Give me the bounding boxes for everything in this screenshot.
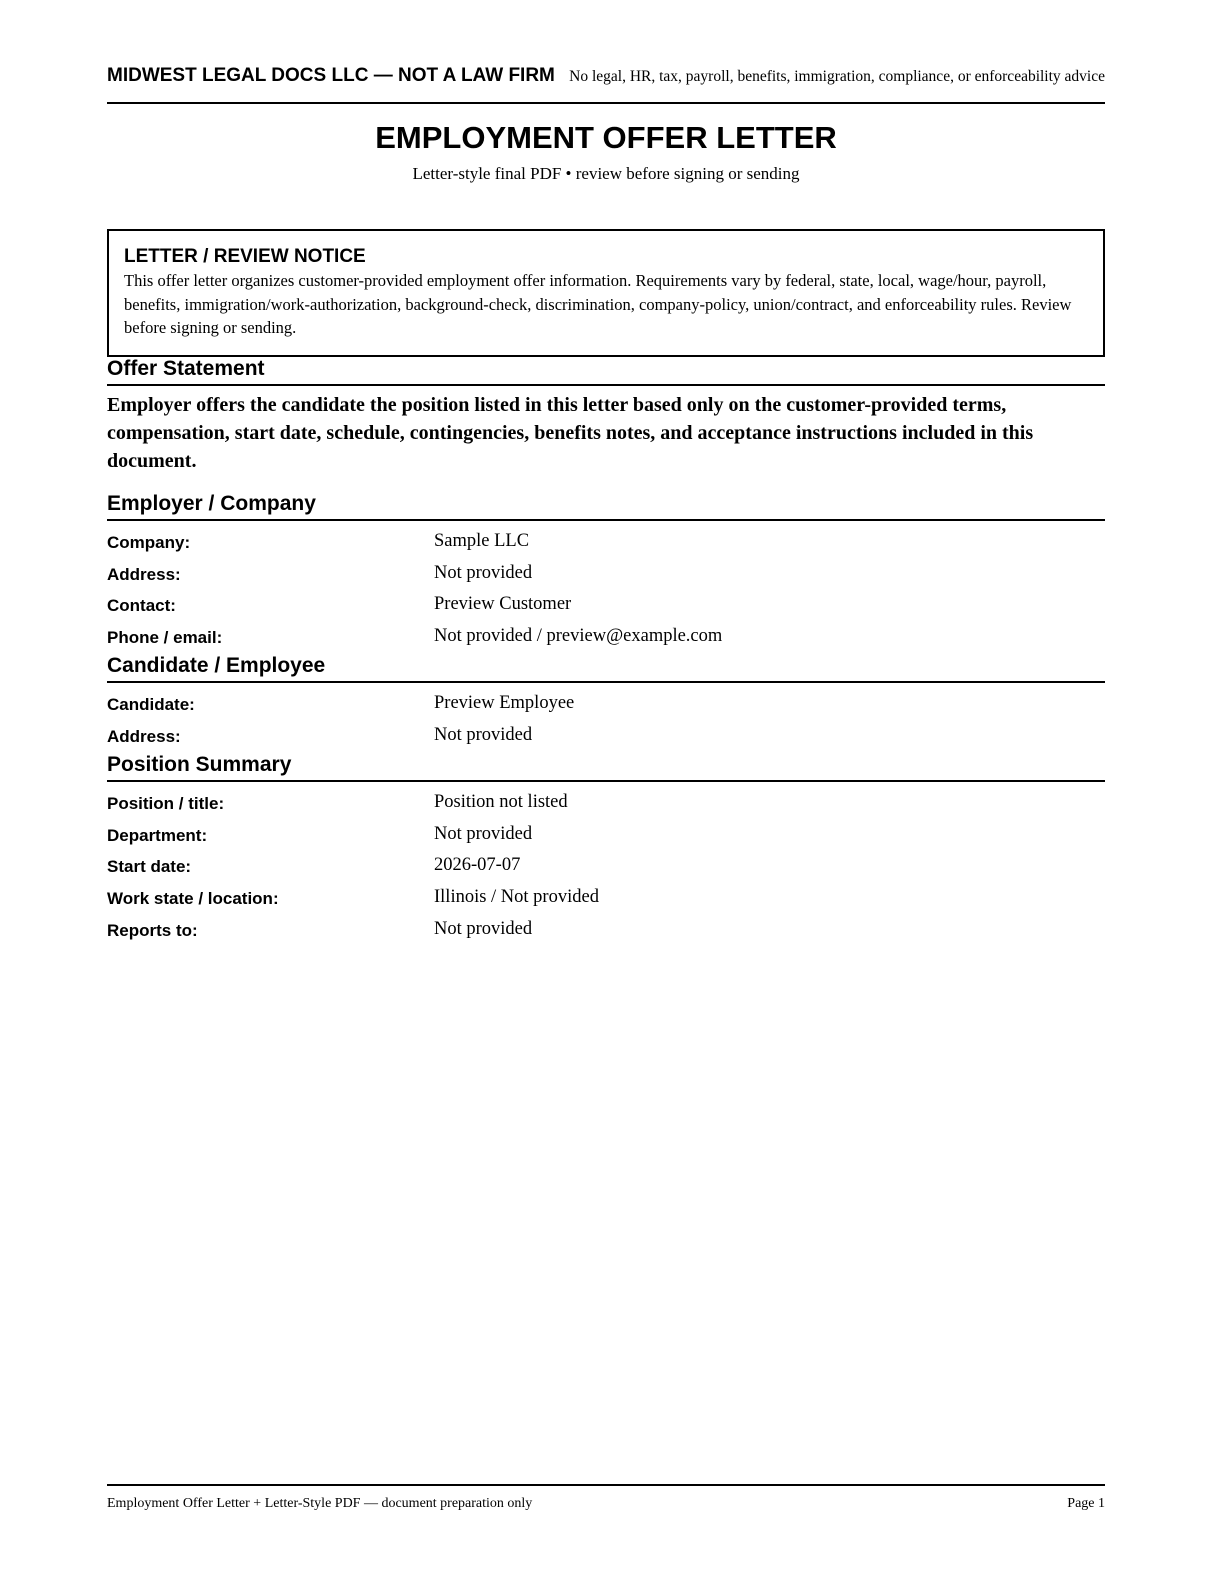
field-value: Illinois / Not provided <box>434 887 599 908</box>
field-label: Work state / location: <box>107 889 279 909</box>
field-label: Position / title: <box>107 794 225 813</box>
field-row <box>107 720 1105 752</box>
field-row <box>107 688 1105 720</box>
employer-fields <box>107 526 1105 653</box>
field-value: Not provided <box>434 562 533 583</box>
field-row <box>107 819 1105 851</box>
candidate-fields <box>107 688 1105 751</box>
field-label: Address: <box>107 564 181 584</box>
field-row <box>107 526 1105 558</box>
notice-body: This offer letter organizes customer-provided employment offer information. Requirements vary by federal, state, local, wage/hour, payroll, benefits, immigration/work-authorization, background-check, discrimination, company-policy, union/contract, and enforceability rules. Review before signing or sending. <box>124 271 1072 337</box>
field-label: Department: <box>107 825 208 845</box>
company-brand: MIDWEST LEGAL DOCS LLC — NOT A LAW FIRM <box>107 65 555 86</box>
position-fields <box>107 787 1105 945</box>
field-label: Phone / email: <box>107 628 223 648</box>
page-header <box>107 62 1105 104</box>
position-heading: Position Summary <box>107 752 1105 782</box>
field-row <box>107 914 1105 946</box>
header-disclaimer: No legal, HR, tax, payroll, benefits, immigration, compliance, or enforceability advice <box>569 68 1105 85</box>
offer-statement-text: Employer offers the candidate the position listed in this letter based only on the customer-provided terms, compensation, start date, schedule, contingencies, benefits notes, and acceptance instructions included in this document. <box>107 394 1034 472</box>
field-label: Company: <box>107 533 191 552</box>
page-footer <box>107 1484 1105 1511</box>
field-row <box>107 558 1105 590</box>
field-value: Not provided <box>434 823 533 844</box>
field-label: Address: <box>107 726 181 746</box>
field-label: Candidate: <box>107 695 195 714</box>
field-value: Not provided <box>434 918 533 939</box>
field-label: Contact: <box>107 596 176 616</box>
document-subtitle: Letter-style final PDF • review before signing or sending <box>412 164 800 183</box>
offer-statement-heading: Offer Statement <box>107 356 1105 386</box>
document-page <box>107 0 1105 1584</box>
field-value: Preview Employee <box>434 693 575 713</box>
field-row <box>107 589 1105 621</box>
field-row <box>107 850 1105 882</box>
employer-heading: Employer / Company <box>107 491 1105 521</box>
footer-document-label: Employment Offer Letter + Letter-Style PDF — document preparation only <box>107 1496 533 1511</box>
candidate-heading: Candidate / Employee <box>107 653 1105 683</box>
field-value: Sample LLC <box>434 531 530 551</box>
field-row <box>107 882 1105 914</box>
field-value: 2026-07-07 <box>434 855 521 876</box>
field-value: Not provided / preview@example.com <box>434 626 723 647</box>
field-label: Reports to: <box>107 920 198 940</box>
notice-title: LETTER / REVIEW NOTICE <box>124 246 366 267</box>
field-row <box>107 621 1105 653</box>
field-value: Not provided <box>434 724 533 745</box>
field-value: Position not listed <box>434 792 568 812</box>
document-title: EMPLOYMENT OFFER LETTER <box>375 120 837 155</box>
page-number: Page 1 <box>1067 1496 1105 1511</box>
field-row <box>107 787 1105 819</box>
field-value: Preview Customer <box>434 594 572 615</box>
review-notice-box <box>107 229 1105 357</box>
field-label: Start date: <box>107 857 192 877</box>
